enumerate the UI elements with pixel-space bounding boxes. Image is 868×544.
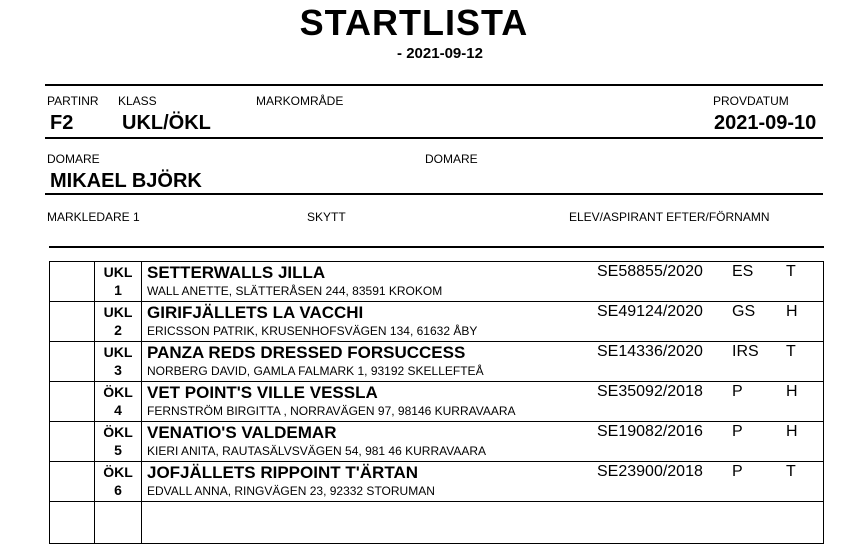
entry-number: 4 (114, 402, 122, 418)
sex-code: T (786, 463, 796, 480)
table-row (50, 422, 824, 462)
breed-code: P (732, 383, 743, 400)
entry-class: UKL (103, 264, 133, 280)
dog-name: VENATIO'S VALDEMAR (147, 423, 337, 442)
breed-code: ES (732, 263, 754, 280)
owner-address: KIERI ANITA, RAUTASÄLVSVÄGEN 54, 981 46 KURRAVAARA (147, 444, 487, 458)
entry-class: ÖKL (103, 424, 133, 440)
domare-2-label: DOMARE (425, 152, 478, 166)
owner-address: ERICSSON PATRIK, KRUSENHOFSVÄGEN 134, 61632 ÅBY (147, 324, 478, 338)
page-title: STARTLISTA (299, 2, 529, 43)
domare-1-label: DOMARE (47, 152, 100, 166)
markledare-label: MARKLEDARE 1 (47, 210, 140, 224)
owner-address: NORBERG DAVID, GAMLA FALMARK 1, 93192 SKELLEFTEÅ (147, 364, 484, 378)
table-row (50, 302, 824, 342)
registration-number: SE58855/2020 (597, 263, 703, 280)
domare-1-value: MIKAEL BJÖRK (50, 170, 202, 192)
dog-name: PANZA REDS DRESSED FORSUCCESS (147, 343, 466, 362)
dog-name: VET POINT'S VILLE VESSLA (147, 383, 378, 402)
dog-name: SETTERWALLS JILLA (147, 263, 326, 282)
table-row (50, 342, 824, 382)
divider (45, 193, 823, 195)
table-row-empty (50, 502, 824, 544)
divider (45, 137, 823, 139)
klass-label: KLASS (118, 94, 157, 108)
breed-code: IRS (732, 343, 759, 360)
provdatum-value: 2021-09-10 (714, 112, 817, 134)
entry-class: ÖKL (103, 464, 133, 480)
partinr-label: PARTINR (47, 94, 99, 108)
divider (45, 84, 823, 86)
registration-number: SE35092/2018 (597, 383, 703, 400)
entry-class: UKL (103, 344, 133, 360)
registration-number: SE49124/2020 (597, 303, 703, 320)
registration-number: SE14336/2020 (597, 343, 703, 360)
sex-code: H (786, 383, 798, 400)
owner-address: FERNSTRÖM BIRGITTA , NORRAVÄGEN 97, 98146 KURRAVAARA (147, 404, 516, 418)
entry-number: 6 (114, 482, 122, 498)
registration-number: SE19082/2016 (597, 423, 703, 440)
dog-name: JOFJÄLLETS RIPPOINT T'ÄRTAN (147, 463, 419, 482)
entry-number: 5 (114, 442, 122, 458)
breed-code: P (732, 463, 743, 480)
owner-address: EDVALL ANNA, RINGVÄGEN 23, 92332 STORUMAN (147, 484, 435, 498)
divider (49, 246, 824, 248)
table-row (50, 262, 824, 302)
elev-aspirant-label: ELEV/ASPIRANT EFTER/FÖRNAMN (569, 210, 770, 224)
breed-code: P (732, 423, 743, 440)
owner-address: WALL ANETTE, SLÄTTERÅSEN 244, 83591 KROKOM (147, 284, 443, 298)
sex-code: H (786, 303, 798, 320)
registration-number: SE23900/2018 (597, 463, 703, 480)
table-row (50, 462, 824, 502)
table-row (50, 382, 824, 422)
entry-class: ÖKL (103, 384, 133, 400)
sex-code: H (786, 423, 798, 440)
provdatum-label: PROVDATUM (713, 94, 789, 108)
skytt-label: SKYTT (307, 210, 346, 224)
sex-code: T (786, 263, 796, 280)
markomrade-label: MARKOMRÅDE (256, 94, 344, 108)
startlist-table (49, 261, 824, 544)
entry-number: 3 (114, 362, 122, 378)
partinr-value: F2 (50, 112, 74, 134)
klass-value: UKL/ÖKL (122, 112, 211, 134)
entry-number: 1 (114, 282, 122, 298)
breed-code: GS (732, 303, 756, 320)
page-subtitle-date: - 2021-09-12 (397, 45, 483, 62)
entry-class: UKL (103, 304, 133, 320)
entry-number: 2 (114, 322, 122, 338)
sex-code: T (786, 343, 796, 360)
dog-name: GIRIFJÄLLETS LA VACCHI (147, 303, 364, 322)
